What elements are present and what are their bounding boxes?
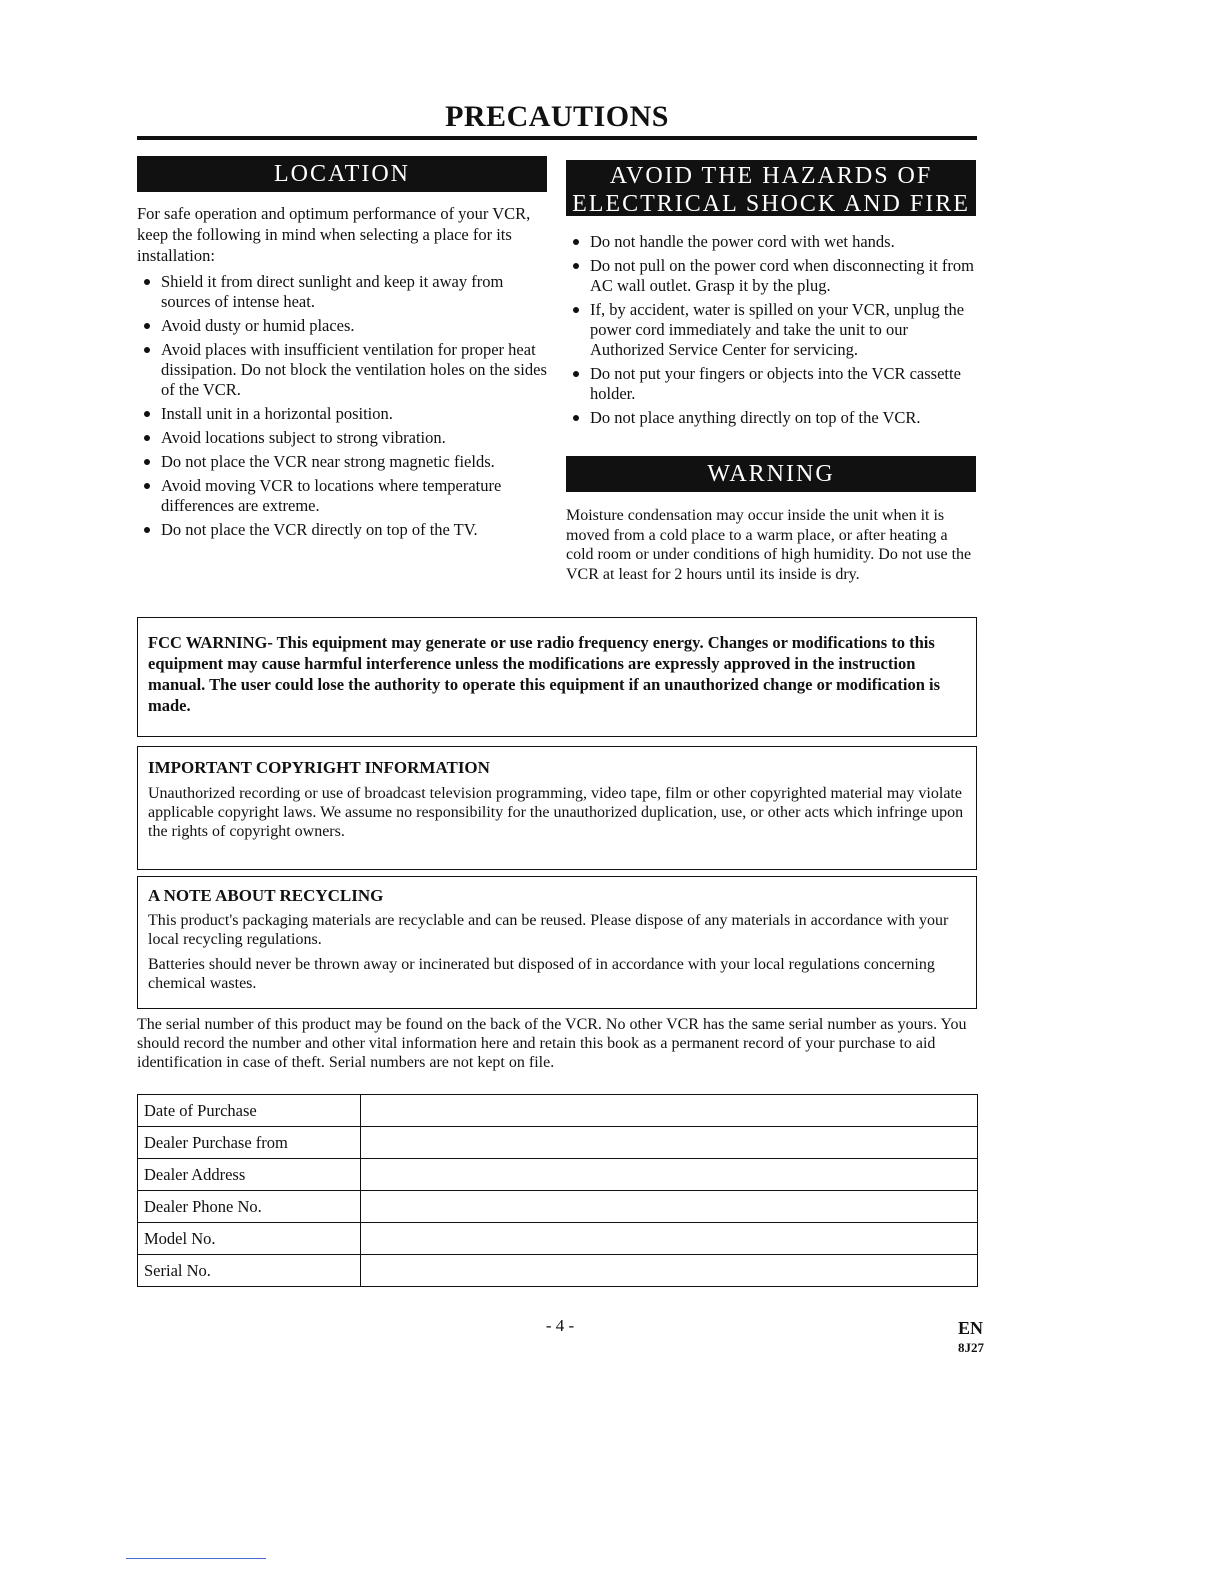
hazards-item: Do not handle the power cord with wet hands.: [566, 232, 978, 252]
hazards-heading-line1: AVOID THE HAZARDS OF: [609, 163, 933, 189]
location-item: Do not place the VCR near strong magnetic fields.: [137, 452, 551, 472]
title-divider: [137, 136, 977, 140]
hazards-list: [566, 232, 978, 432]
copyright-text: Unauthorized recording or use of broadcast television programming, video tape, film or other copyrighted material may violate applicable copyright laws. We assume no responsibility for the unauthorized duplication, use, or other acts which infringe upon the rights of copyright owners.: [148, 785, 964, 840]
copyright-heading: IMPORTANT COPYRIGHT INFORMATION: [148, 758, 490, 777]
table-row: [138, 1191, 978, 1223]
location-item: Install unit in a horizontal position.: [137, 404, 551, 424]
table-row: [138, 1223, 978, 1255]
location-item: Avoid dusty or humid places.: [137, 316, 551, 336]
record-label-date: Date of Purchase: [138, 1095, 361, 1127]
copyright-box: [137, 746, 977, 870]
location-intro: For safe operation and optimum performance of your VCR, keep the following in mind when selecting a place for its installation:: [137, 204, 531, 265]
location-list: [137, 272, 551, 544]
record-value-date[interactable]: [361, 1095, 978, 1127]
location-item: Do not place the VCR directly on top of the TV.: [137, 520, 551, 540]
record-label-dealer: Dealer Purchase from: [138, 1127, 361, 1159]
hazards-item: Do not put your fingers or objects into the VCR cassette holder.: [566, 364, 978, 404]
record-value-address[interactable]: [361, 1159, 978, 1191]
hazards-item: If, by accident, water is spilled on your VCR, unplug the power cord immediately and take the unit to our Authorized Service Center for servicing.: [566, 300, 978, 360]
page-title: PRECAUTIONS: [445, 100, 669, 133]
table-row: [138, 1095, 978, 1127]
table-row: [138, 1127, 978, 1159]
location-item: Avoid places with insufficient ventilation for proper heat dissipation. Do not block the ventilation holes on the sides of the VCR.: [137, 340, 551, 400]
scan-mark-line: [126, 1558, 266, 1559]
record-label-phone: Dealer Phone No.: [138, 1191, 361, 1223]
hazards-item: Do not place anything directly on top of the VCR.: [566, 408, 978, 428]
hazards-heading: [566, 160, 976, 216]
fcc-warning-text: FCC WARNING- This equipment may generate or use radio frequency energy. Changes or modifications to this equipment may cause harmful interference unless the modifications are expressly approved in the instruction manual. The user could lose the authority to operate this equipment if an unauthorized change or modification is made.: [148, 633, 941, 715]
location-item: Avoid moving VCR to locations where temperature differences are extreme.: [137, 476, 551, 516]
warning-text: Moisture condensation may occur inside the unit when it is moved from a cold place to a warm place, or after heating a cold room or under conditions of high humidity. Do not use the VCR at least for 2 hours until its inside is dry.: [566, 507, 972, 583]
table-row: [138, 1255, 978, 1287]
warning-heading: WARNING: [566, 456, 976, 492]
location-item: Avoid locations subject to strong vibration.: [137, 428, 551, 448]
location-heading: LOCATION: [137, 156, 547, 192]
location-item: Shield it from direct sunlight and keep it away from sources of intense heat.: [137, 272, 551, 312]
fcc-warning-box: [137, 617, 977, 737]
purchase-record-table: [137, 1094, 978, 1287]
record-label-model: Model No.: [138, 1223, 361, 1255]
record-value-serial[interactable]: [361, 1255, 978, 1287]
recycling-heading: A NOTE ABOUT RECYCLING: [148, 886, 384, 905]
hazards-item: Do not pull on the power cord when disconnecting it from AC wall outlet. Grasp it by the plug.: [566, 256, 978, 296]
serial-note: The serial number of this product may be found on the back of the VCR. No other VCR has the same serial number as yours. You should record the number and other vital information here and retain this book as a permanent record of your purchase to aid identification in case of theft. Serial numbers are not kept on file.: [137, 1016, 967, 1071]
recycling-para-1: This product's packaging materials are recyclable and can be reused. Please dispose of any materials in accordance with your local recycling regulations.: [148, 912, 949, 948]
record-value-phone[interactable]: [361, 1191, 978, 1223]
record-label-address: Dealer Address: [138, 1159, 361, 1191]
record-value-dealer[interactable]: [361, 1127, 978, 1159]
record-label-serial: Serial No.: [138, 1255, 361, 1287]
page-number: - 4 -: [545, 1316, 575, 1335]
record-value-model[interactable]: [361, 1223, 978, 1255]
document-code: 8J27: [958, 1340, 984, 1355]
recycling-para-2: Batteries should never be thrown away or incinerated but disposed of in accordance with your local regulations concerning chemical wastes.: [148, 956, 935, 992]
recycling-box: [137, 876, 977, 1009]
hazards-heading-line2: ELECTRICAL SHOCK AND FIRE: [572, 191, 970, 217]
table-row: [138, 1159, 978, 1191]
language-code: EN: [958, 1318, 984, 1338]
